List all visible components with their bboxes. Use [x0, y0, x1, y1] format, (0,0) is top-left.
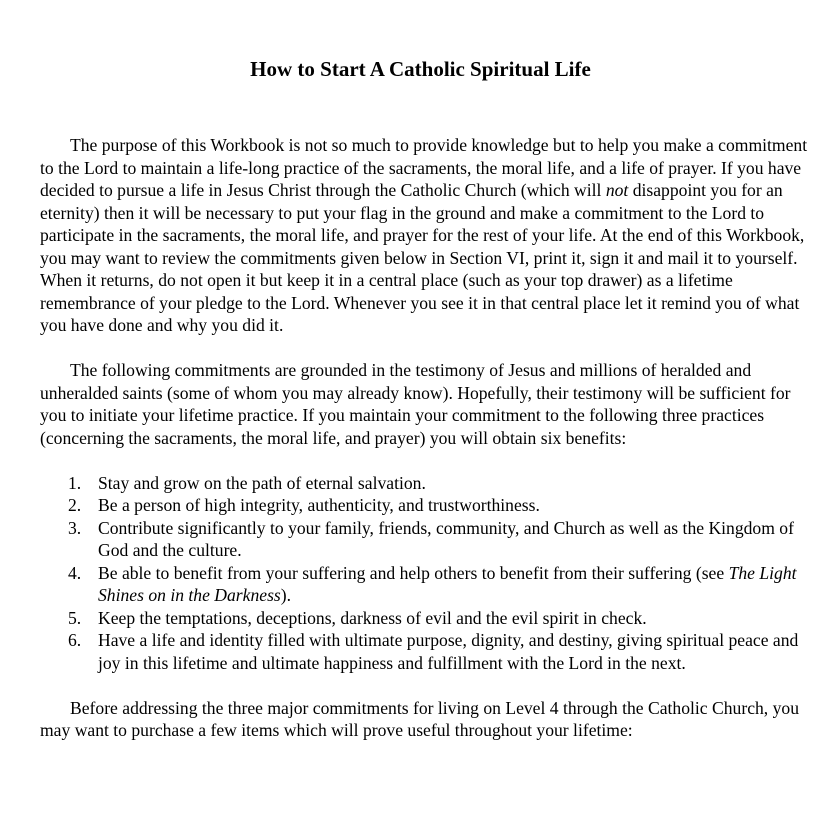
list-item-number: 6.	[68, 630, 82, 650]
paragraph-before-addressing: Before addressing the three major commitments for living on Level 4 through the Catholic Church, you may want to purchase a few items which will prove useful throughout your lifetime:	[40, 697, 799, 740]
paragraph-purpose-part1: The purpose of this Workbook is not so much to provide knowledge but to help you make a commitment to the Lord to maintain a life-long practice of the sacraments, the moral life, and a life of prayer. If you have decided to pursue a life in Jesus Christ through the Catholic Church (which will	[40, 135, 808, 200]
list-item-text: Have a life and identity filled with ultimate purpose, dignity, and destiny, giving spiritual peace and joy in this lifetime and ultimate happiness and fulfillment with the Lord in the next.	[98, 630, 799, 673]
paragraph-spacer	[40, 674, 810, 697]
list-item-text: Be able to benefit from your suffering and help others to benefit from their suffering (see	[98, 562, 729, 583]
emphasis-not: not	[605, 180, 629, 200]
list-item-number: 4.	[68, 562, 82, 583]
list-item-text-end: ).	[280, 585, 292, 605]
paragraph-spacer	[40, 449, 810, 472]
paragraph-commitments: The following commitments are grounded in the testimony of Jesus and millions of heralded and unheralded saints (some of whom you may already know). Hopefully, their testimony will be sufficient for you to initiate your lifetime practice. If you maintain your commitment to the following three practices (concerning the sacraments, the moral life, and prayer) you will obtain six benefits:	[40, 360, 791, 448]
benefits-list	[40, 472, 810, 675]
page-title: How to Start A Catholic Spiritual Life	[250, 57, 591, 81]
document-body	[40, 134, 810, 742]
list-item	[68, 517, 810, 562]
list-item-number: 5.	[68, 607, 82, 628]
list-item-number: 2.	[68, 495, 82, 515]
paragraph-purpose-part2: disappoint you for an eternity) then it will be necessary to put your flag in the ground and make a commitment to the Lord to participate in the sacraments, the moral life, and prayer for the rest of your life. At the end of this Workbook, you may want to review the commitments given below in Section VI, print it, sign it and mail it to yourself. When it returns, do not open it but keep it in a central place (such as your top drawer) as a lifetime remembrance of your pledge to the Lord. Whenever you see it in that central place let it remind you of what you have done and why you did it.	[40, 180, 805, 335]
list-item-number: 1.	[68, 472, 82, 493]
list-item-text: Keep the temptations, deceptions, darkness of evil and the evil spirit in check.	[98, 607, 647, 628]
list-item	[68, 562, 810, 607]
paragraph-spacer	[40, 337, 810, 360]
book-title-reference: The Light Shines on in the Darkness	[98, 562, 797, 605]
list-item	[68, 494, 810, 517]
list-item	[68, 629, 810, 674]
list-item-text: Stay and grow on the path of eternal salvation.	[98, 472, 426, 493]
list-item-text: Contribute significantly to your family, friends, community, and Church as well as the Kingdom of God and the culture.	[98, 517, 794, 560]
list-item-number: 3.	[68, 517, 82, 538]
paragraph-purpose	[40, 134, 810, 337]
list-item-text: Be a person of high integrity, authenticity, and trustworthiness.	[98, 495, 540, 515]
list-item	[68, 607, 810, 630]
list-item	[68, 472, 810, 495]
